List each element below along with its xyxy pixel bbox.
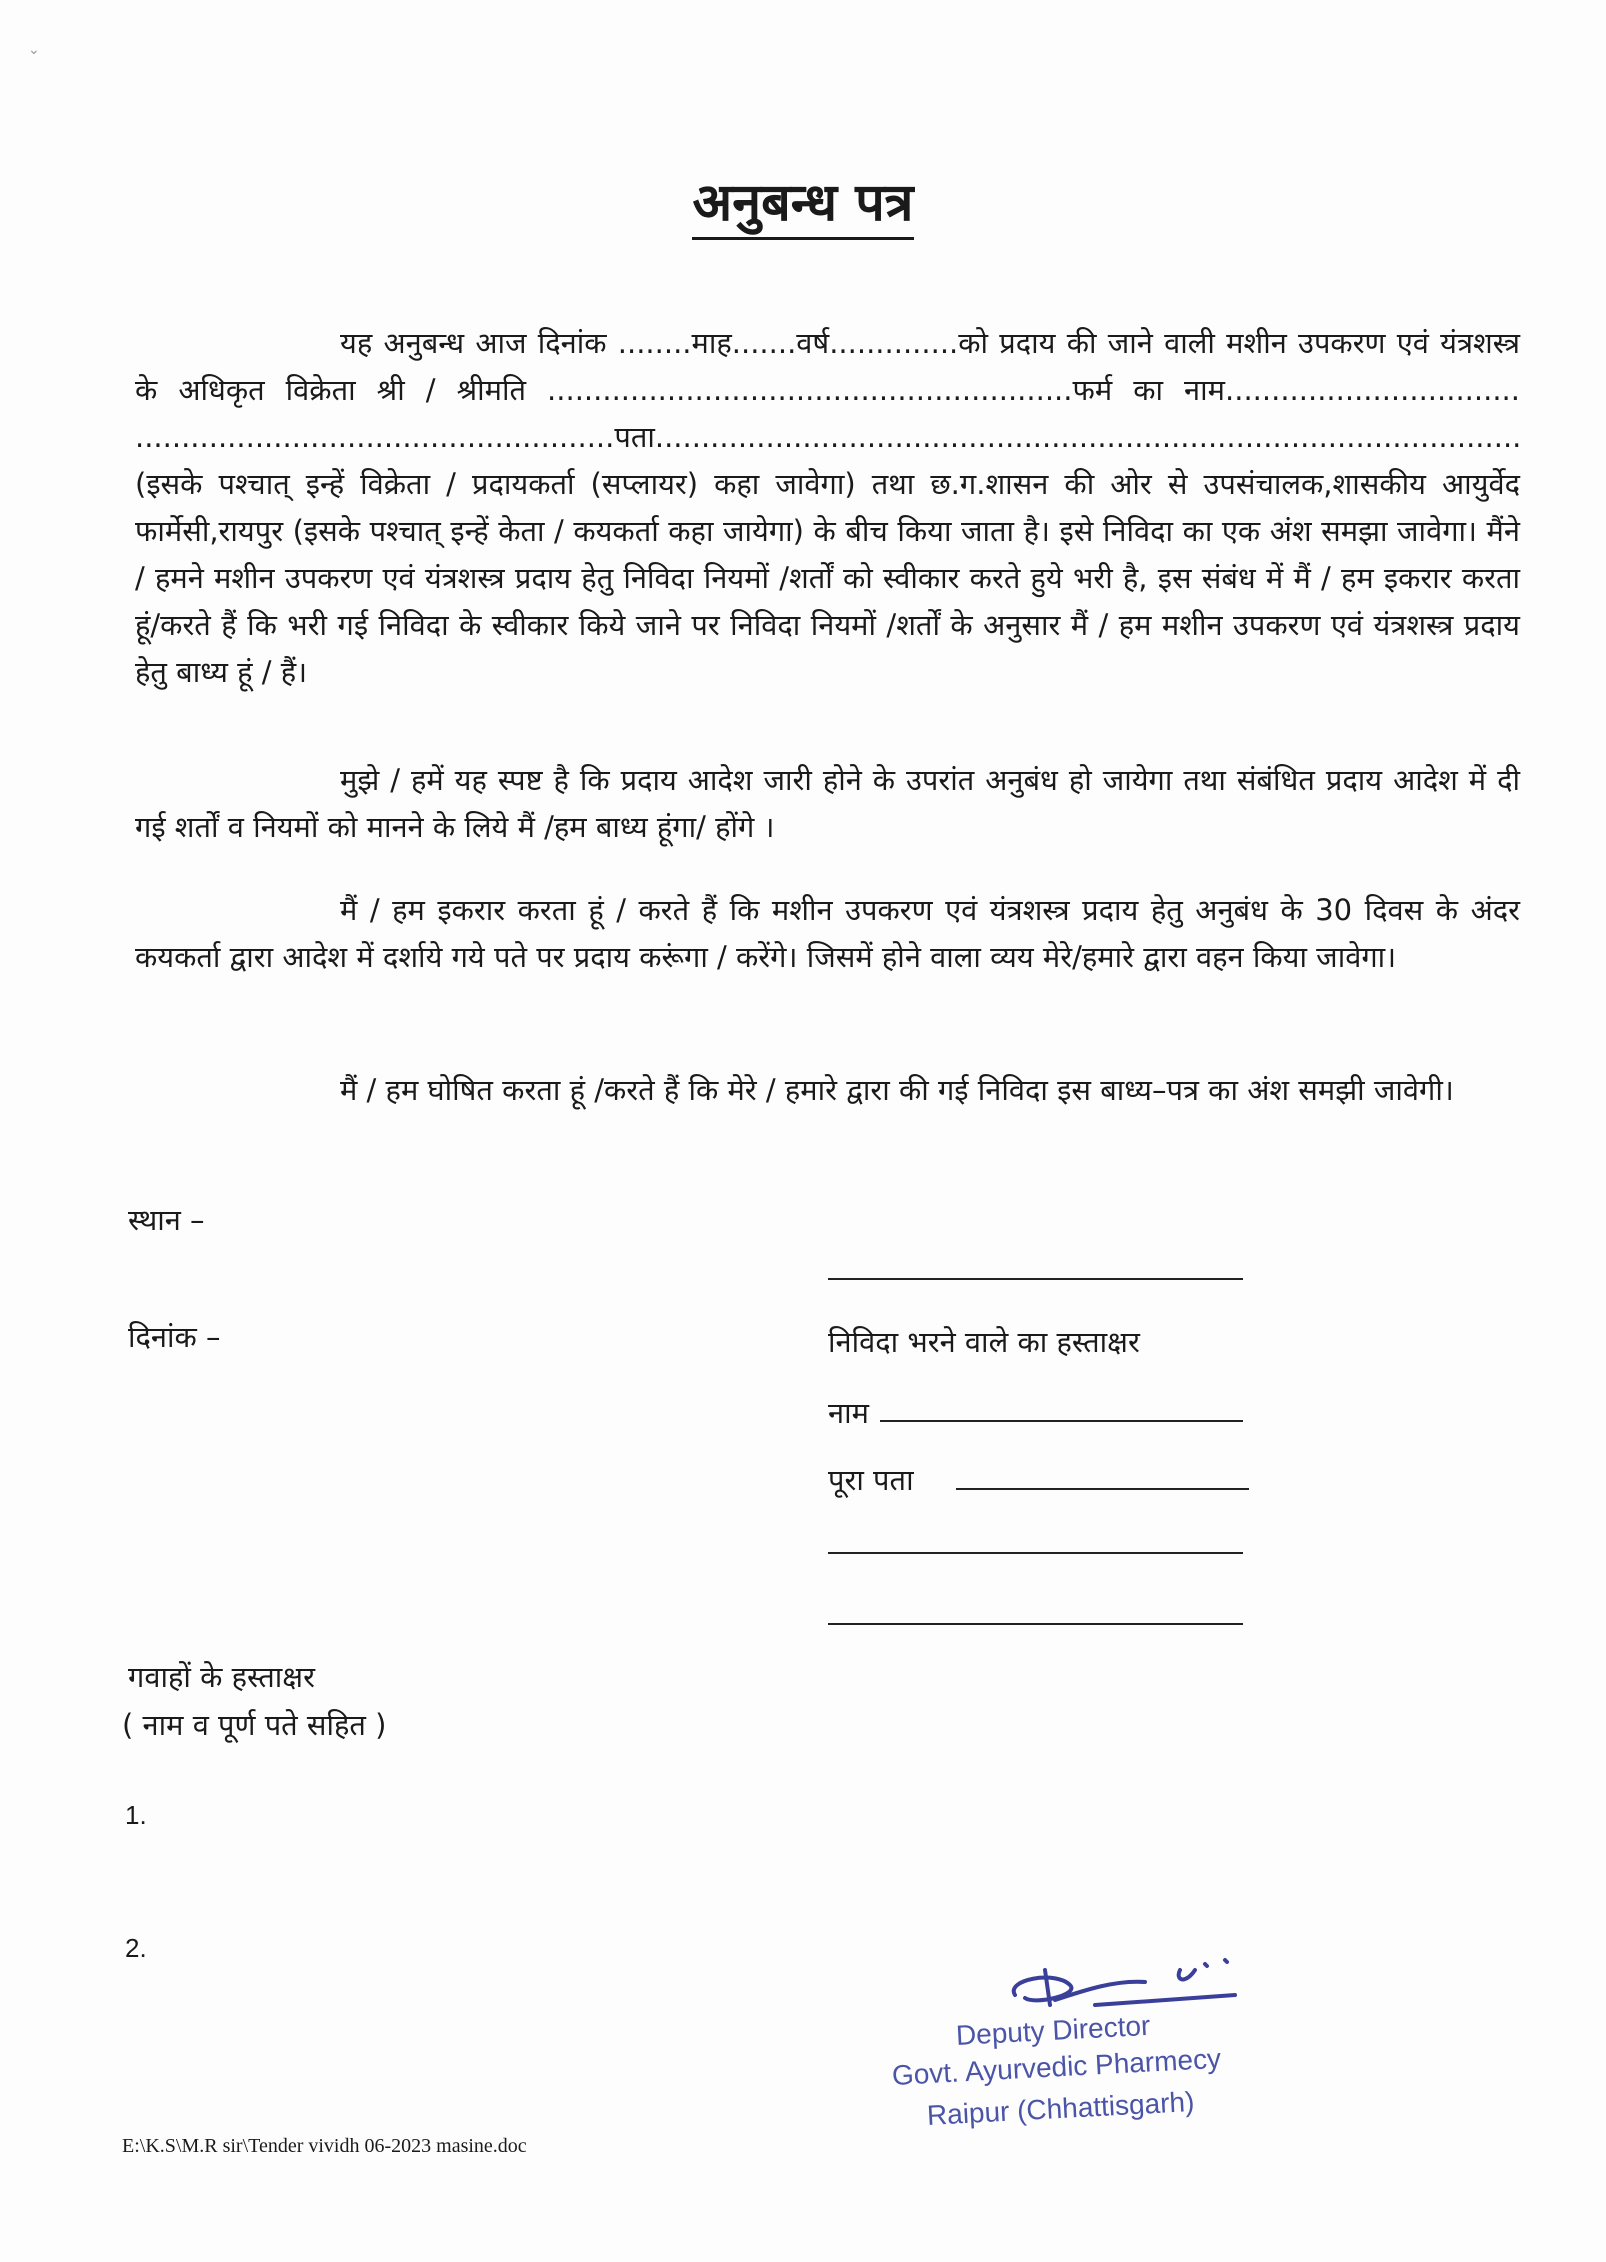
signatory-name-line [880,1420,1243,1422]
stamp-line-3: Raipur (Chhattisgarh) [926,2086,1196,2131]
stamp-line-2: Govt. Ayurvedic Pharmecy [891,2042,1222,2091]
signatory-address-line-1 [956,1488,1249,1490]
paragraph-declaration: मैं / हम घोषित करता हूं /करते हैं कि मेरे / हमारे द्वारा की गई निविदा इस बाध्य–पत्र का अंश समझी जावेगी। [340,1073,1454,1107]
paragraph-agreement-intro: यह अनुबन्ध आज दिनांक ........माह.......वर्ष..............को प्रदाय की जाने वाली मशीन उपकरण एवं यंत्रशस्त्र के अधिकृत विक्रेता श्री / श्रीमति .........................................................फर्म का नाम................................ ....................................................पता..............................................................................................(इसके पश्चात् इन्हें विक्रेता / प्रदायकर्ता (सप्लायर) कहा जावेगा) तथा छ.ग.शासन की ओर से उपसंचालक,शासकीय आयुर्वेद फार्मेसी,रायपुर (इसके पश्चात् इन्हें केता / कयकर्ता कहा जायेगा) के बीच किया जाता है। इसे निविदा का एक अंश समझा जावेगा। मैंने / हमने मशीन उपकरण एवं यंत्रशस्त्र प्रदाय हेतु निविदा नियमों /शर्तों को स्वीकार करते हुये भरी है, इस संबंध में मैं / हम इकरार करता हूं/करते हैं कि भरी गई निविदा के स्वीकार किये जाने पर निविदा नियमों /शर्तों के अनुसार मैं / हम मशीन उपकरण एवं यंत्रशस्त्र प्रदाय हेतु बाध्य हूं / हैं। [135,326,1522,689]
date-label: दिनांक – [128,1320,221,1354]
witness-title: गवाहों के हस्ताक्षर [128,1660,315,1694]
signatory-name-label: नाम [828,1396,869,1430]
place-label: स्थान – [128,1203,205,1237]
signatory-address-line-3 [828,1623,1243,1625]
witness-item: 1. [125,1800,147,1830]
footer-file-path: E:\K.S\M.R sir\Tender vividh 06-2023 masine.doc [122,2135,527,2157]
witness-subtitle: ( नाम व पूर्ण पते सहित ) [122,1708,387,1742]
signature-label: निविदा भरने वाले का हस्ताक्षर [828,1325,1140,1359]
witness-item: 2. [125,1933,147,1963]
signature-line [828,1278,1243,1280]
signatory-address-line-2 [828,1552,1243,1554]
scan-mark: ⌄ [28,42,40,58]
paragraph-supply-order: मुझे / हमें यह स्पष्ट है कि प्रदाय आदेश जारी होने के उपरांत अनुबंध हो जायेगा तथा संबंधित प्रदाय आदेश में दी गई शर्तों व नियमों को मानने के लिये मैं /हम बाध्य हूंगा/ होंगे । [135,763,1520,844]
document-title: अनुबन्ध पत्र [0,165,1606,236]
paragraph-delivery-terms: मैं / हम इकरार करता हूं / करते हैं कि मशीन उपकरण एवं यंत्रशस्त्र प्रदाय हेतु अनुबंध के 30 दिवस के अंदर कयकर्ता द्वारा आदेश में दर्शाये गये पते पर प्रदाय करूंगा / करेंगे। जिसमें होने वाला व्यय मेरे/हमारे द्वारा वहन किया जावेगा। [135,893,1520,974]
signatory-address-label: पूरा पता [828,1463,914,1497]
stamp-line-1: Deputy Director [955,2009,1152,2051]
